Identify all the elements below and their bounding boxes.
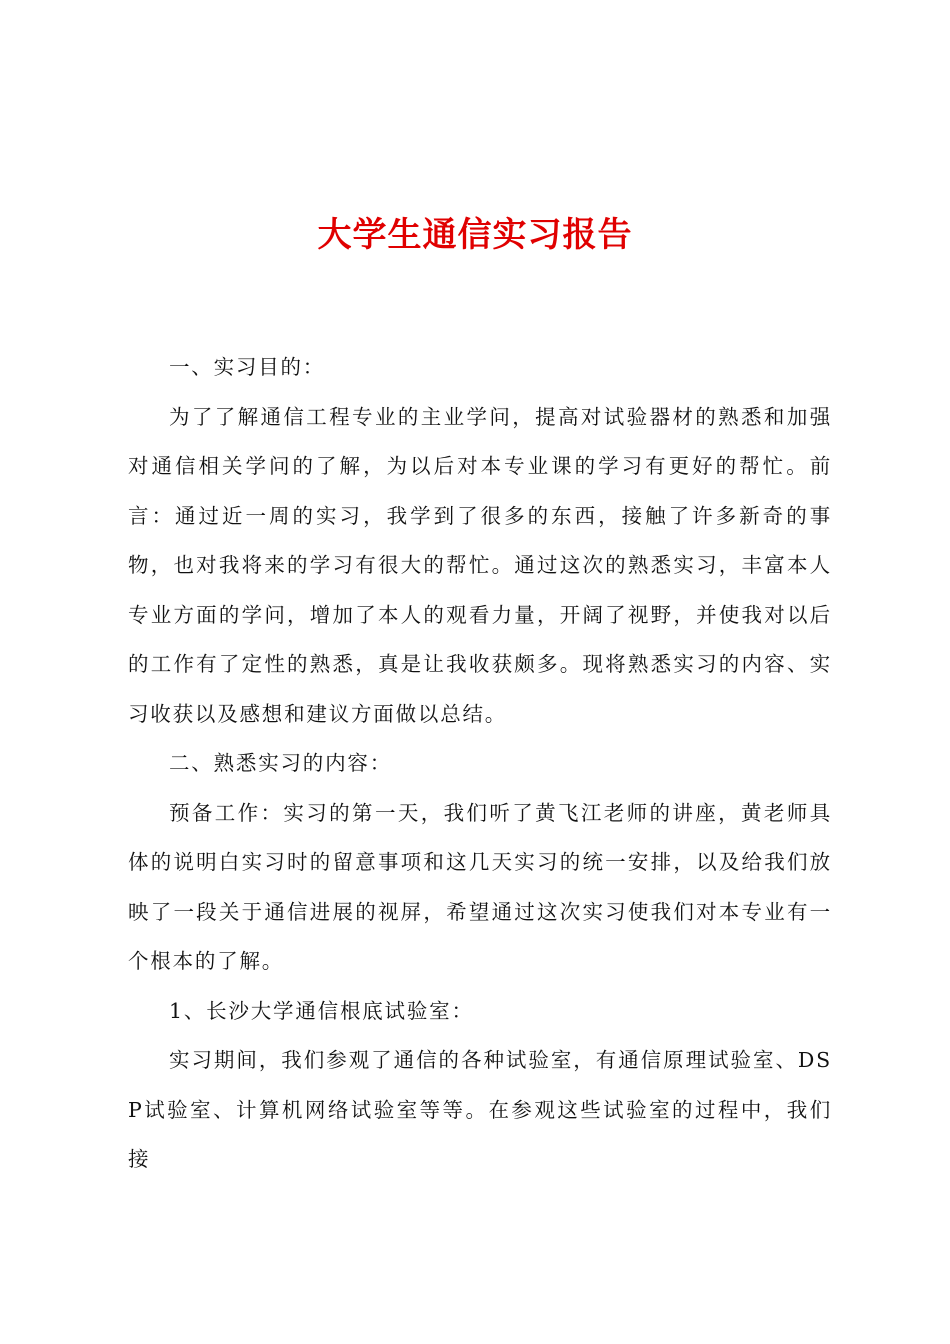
document-title: 大学生通信实习报告: [317, 215, 633, 255]
section-heading-purpose: 一、实习目的：: [169, 355, 326, 379]
paragraph-purpose-preface: 为了了解通信工程专业的主业学问，提高对试验器材的熟悉和加强对通信相关学问的了解，为以后对本专业课的学习有更好的帮忙。前言：通过近一周的实习，我学到了很多的东西，接触了许多新奇的事物，也对我将来的学习有很大的帮忙。通过这次的熟悉实习，丰富本人专业方面的学问，增加了本人的观看力量，开阔了视野，并使我对以后的工作有了定性的熟悉，真是让我收获颇多。现将熟悉实习的内容、实习收获以及感想和建议方面做以总结。: [128, 404, 832, 726]
section-heading-content: 二、熟悉实习的内容：: [169, 751, 392, 775]
subsection-heading-lab: 1、长沙大学通信根底试验室：: [169, 998, 474, 1023]
paragraph-preparation: 预备工作：实习的第一天，我们听了黄飞江老师的讲座，黄老师具体的说明白实习时的留意事项和这几天实习的统一安排，以及给我们放映了一段关于通信进展的视屏，希望通过这次实习使我们对本专业有一个根本的了解。: [128, 800, 832, 973]
document-body: [128, 343, 832, 1185]
paragraph-lab-visit: 实习期间，我们参观了通信的各种试验室，有通信原理试验室、DSP试验室、计算机网络试验室等等。在参观这些试验室的过程中，我们接: [128, 1048, 832, 1171]
